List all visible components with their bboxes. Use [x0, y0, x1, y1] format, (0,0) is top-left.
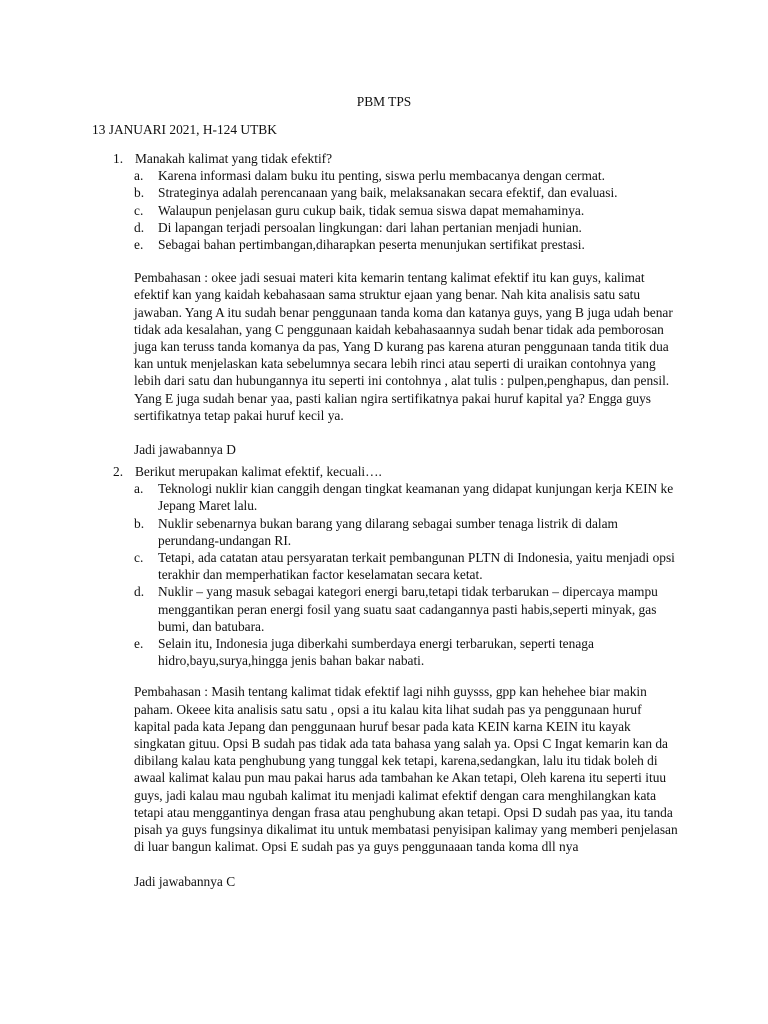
option-letter: e.: [134, 636, 144, 652]
option-list: [113, 480, 678, 669]
option-letter: a.: [134, 168, 144, 184]
question-number: 1.: [113, 151, 124, 166]
option-text: Di lapangan terjadi persoalan lingkungan: dari lahan pertanian menjadi hunian.: [158, 219, 582, 235]
question-header: [113, 463, 678, 480]
option-d: [113, 583, 678, 635]
option-d: [113, 219, 678, 236]
option-text: Nuklir sebenarnya bukan barang yang dilarang sebagai sumber tenaga listrik di dalam perundang-undangan RI.: [158, 515, 618, 548]
option-letter: c.: [134, 202, 144, 218]
option-a: [113, 480, 678, 514]
option-list: [113, 167, 678, 253]
option-letter: a.: [134, 481, 144, 497]
question-header: [113, 150, 678, 167]
question-prompt: Manakah kalimat yang tidak efektif?: [135, 151, 333, 166]
option-e: [113, 635, 678, 669]
option-text: Strateginya adalah perencanaan yang baik, melaksanakan secara efektif, dan evaluasi.: [158, 185, 618, 201]
option-text: Walaupun penjelasan guru cukup baik, tidak semua siswa dapat memahaminya.: [158, 202, 585, 218]
option-text: Karena informasi dalam buku itu penting, siswa perlu membacanya dengan cermat.: [158, 168, 605, 184]
option-c: [113, 549, 678, 583]
document-title: PBM TPS: [356, 94, 412, 109]
option-text: Selain itu, Indonesia juga diberkahi sumberdaya energi terbarukan, seperti tenaga hidro,bayu,surya,hingga jenis bahan bakar nabati.: [158, 636, 594, 669]
option-letter: d.: [134, 219, 145, 235]
option-b: [113, 515, 678, 549]
option-text: Nuklir – yang masuk sebagai kategori energi baru,tetapi tidak terbarukan – dipercaya mampu menggantikan peran energi fosil yang suatu saat cadangannya pasti habis,seperti minyak, gas bumi, dan batubara.: [158, 584, 658, 634]
option-text: Tetapi, ada catatan atau persyaratan terkait pembangunan PLTN di Indonesia, yaitu menjadi opsi terakhir dan memperhatikan factor keselamatan secara ketat.: [158, 550, 675, 583]
option-letter: d.: [134, 584, 145, 600]
option-letter: e.: [134, 237, 144, 252]
answer-line: Jadi jawabannya C: [134, 874, 236, 890]
option-text: Teknologi nuklir kian canggih dengan tingkat keamanan yang didapat kunjungan kerja KEIN ke Jepang Maret lalu.: [158, 481, 674, 514]
question-1: [113, 150, 678, 458]
discussion-paragraph: Pembahasan : Masih tentang kalimat tidak efektif lagi nihh guysss, gpp kan hehehee biar makin paham. Okeee kita analisis satu satu , opsi a itu kalau kita lihat sudah pas ya penggunaan huruf kapital pada kata Jepang dan penggunaan huruf besar pada kata KEIN karna KEIN itu kayak singkatan gituu. Opsi B sudah pas tidak ada tata bahasa yang salah ya. Opsi C Ingat kemarin kan da dibilang kalau kata penghubung yang tunggal kek tetapi, karena,sedangkan, lalu itu tidak boleh di awaal kalimat kalau pun mau pakai harus ada tambahan ke Akan tetapi, Oleh karena itu seperti ituu guys, jadi kalau mau ngubah kalimat itu menjadi kalimat efektif dengan cara menghilangkan kata tetapi atau menggantinya dengan frasa atau penghubung akan tetapi. Opsi D sudah pas yaa, itu tanda pisah ya guys fungsinya dikalimat itu untuk membatasi penyisipan kalimay yang memberi penjelasan di luar bangun kalimat. Opsi E sudah pas ya guys penggunaaan tanda koma dll nya: [134, 684, 678, 855]
option-letter: b.: [134, 185, 145, 201]
question-number: 2.: [113, 464, 124, 479]
answer-line: Jadi jawabannya D: [134, 442, 236, 458]
option-a: [113, 167, 678, 184]
option-c: [113, 202, 678, 219]
option-letter: b.: [134, 515, 145, 531]
discussion-paragraph: Pembahasan : okee jadi sesuai materi kita kemarin tentang kalimat efektif itu kan guys, kalimat efektif kan yang kaidah kebahasaan sama struktur ejaan yang benar. Nah kita analisis satu satu jawaban. Yang A itu sudah benar penggunaan tanda koma dan katanya guys, yang B juga udah benar tidak ada kesalahan, yang C penggunaan kaidah kebahasaannya sudah benar tidak ada pemborosan juga kan teruss tanda komanya da pas, Yang D kurang pas karena aturan penggunaan tanda titik dua kan untuk menjelaskan kata sebelumnya secara lebih rinci atau seperti di uraikan contohnya yang lebih dari satu dan hubungannya itu seperti ini contohnya , alat tulis : pulpen,penghapus, dan pensil. Yang E juga sudah benar yaa, pasti kalian ngira sertifikatnya pakai huruf kapital ya? Engga guys sertifikatnya tetap pakai huruf kecil ya.: [134, 270, 673, 423]
option-e: [113, 236, 678, 253]
document-date-line: 13 JANUARI 2021, H-124 UTBK: [92, 122, 277, 137]
question-2: [113, 463, 678, 891]
option-text: Sebagai bahan pertimbangan,diharapkan peserta menunjukan sertifikat prestasi.: [158, 237, 585, 252]
option-letter: c.: [134, 550, 144, 565]
option-b: [113, 184, 678, 201]
question-prompt: Berikut merupakan kalimat efektif, kecuali….: [135, 464, 382, 479]
